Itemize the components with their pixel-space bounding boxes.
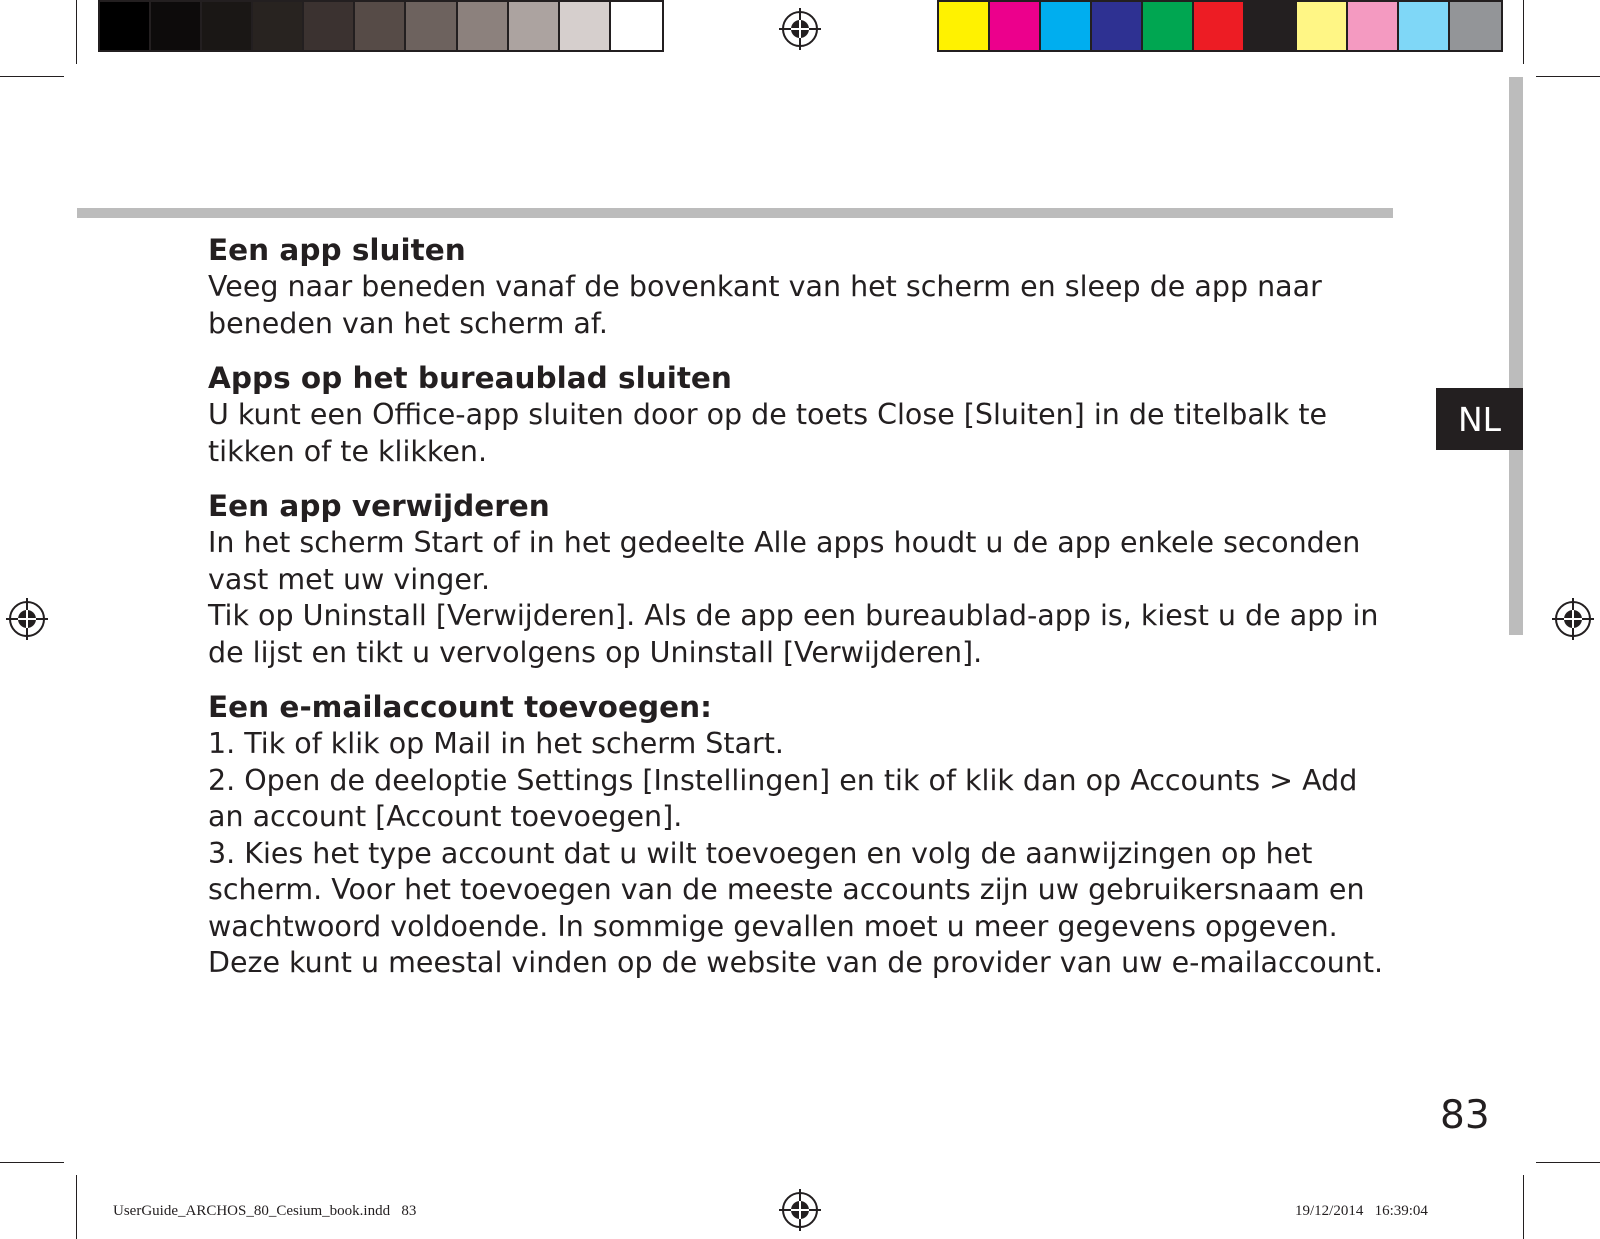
- color-swatch: [202, 2, 253, 50]
- color-swatch: [1450, 2, 1501, 50]
- section-paragraph: U kunt een Office-app sluiten door op de toets Close [Sluiten] in de titelbalk te tikken of te klikken.: [208, 398, 1328, 468]
- list-item: 3. Kies het type account dat u wilt toevoegen en volg de aanwijzingen op het scherm. Voor het toevoegen van de meeste accounts zijn uw gebruikersnaam en wachtwoord voldoende. In sommige gevallen moet u meer gegevens opgeven. Deze kunt u meestal vinden op de website van de provider van uw e-mailaccount.: [208, 836, 1384, 979]
- section-heading: Een e-mailaccount toevoegen:: [208, 690, 712, 724]
- registration-mark-top-icon: [779, 8, 821, 50]
- section-close-app: [208, 232, 1398, 342]
- color-swatch: [304, 2, 355, 50]
- color-swatch: [1399, 2, 1450, 50]
- color-swatch: [100, 2, 151, 50]
- color-swatch: [1194, 2, 1245, 50]
- section-paragraph: In het scherm Start of in het gedeelte Alle apps houdt u de app enkele seconden vast met uw vinger.: [208, 526, 1361, 596]
- color-swatch: [406, 2, 457, 50]
- color-swatch: [151, 2, 202, 50]
- page-number: 83: [1440, 1093, 1490, 1138]
- registration-mark-right-icon: [1552, 598, 1594, 640]
- language-tab: [1436, 388, 1523, 450]
- color-swatch: [939, 2, 990, 50]
- list-item: 1. Tik of klik op Mail in het scherm Start.: [208, 727, 784, 760]
- section-close-desktop-apps: [208, 360, 1398, 470]
- list-item: 2. Open de deeloptie Settings [Instellingen] en tik of klik dan op Accounts > Add an account [Account toevoegen].: [208, 763, 1358, 833]
- color-swatch: [1092, 2, 1143, 50]
- section-heading: Een app sluiten: [208, 233, 466, 267]
- crop-mark-top-left-vertical: [76, 0, 77, 64]
- registration-mark-bottom-icon: [779, 1189, 821, 1231]
- crop-mark-top-right-vertical: [1523, 0, 1524, 64]
- registration-mark-left-icon: [6, 598, 48, 640]
- section-paragraph: Veeg naar beneden vanaf de bovenkant van het scherm en sleep de app naar beneden van het scherm af.: [208, 270, 1322, 340]
- footer-file-name: UserGuide_ARCHOS_80_Cesium_book.indd 83: [113, 1203, 417, 1219]
- crop-mark-bottom-left-horizontal: [0, 1162, 64, 1163]
- color-swatch: [458, 2, 509, 50]
- process-color-bar: [937, 0, 1503, 52]
- color-swatch: [1245, 2, 1296, 50]
- header-rule: [77, 208, 1393, 218]
- section-add-email-account: [208, 689, 1398, 982]
- color-swatch: [509, 2, 560, 50]
- section-heading: Een app verwijderen: [208, 489, 550, 523]
- color-swatch: [1348, 2, 1399, 50]
- section-uninstall-app: [208, 488, 1398, 671]
- section-paragraph: Tik op Uninstall [Verwijderen]. Als de app een bureaublad-app is, kiest u de app in de lijst en tikt u vervolgens op Uninstall [Verwijderen].: [208, 599, 1379, 669]
- crop-mark-bottom-left-vertical: [76, 1175, 77, 1239]
- section-heading: Apps op het bureaublad sluiten: [208, 361, 732, 395]
- color-swatch: [560, 2, 611, 50]
- crop-mark-bottom-right-horizontal: [1536, 1162, 1600, 1163]
- side-rule: [1509, 77, 1523, 635]
- footer-timestamp: 19/12/2014 16:39:04: [1295, 1203, 1428, 1219]
- color-swatch: [611, 2, 662, 50]
- crop-mark-bottom-right-vertical: [1523, 1175, 1524, 1239]
- color-swatch: [253, 2, 304, 50]
- crop-mark-top-left-horizontal: [0, 76, 64, 77]
- color-swatch: [1143, 2, 1194, 50]
- page-content: [208, 232, 1398, 1000]
- color-swatch: [990, 2, 1041, 50]
- crop-mark-top-right-horizontal: [1536, 76, 1600, 77]
- color-swatch: [1297, 2, 1348, 50]
- grayscale-color-bar: [98, 0, 664, 52]
- color-swatch: [355, 2, 406, 50]
- language-tab-label: NL: [1457, 399, 1502, 439]
- color-swatch: [1041, 2, 1092, 50]
